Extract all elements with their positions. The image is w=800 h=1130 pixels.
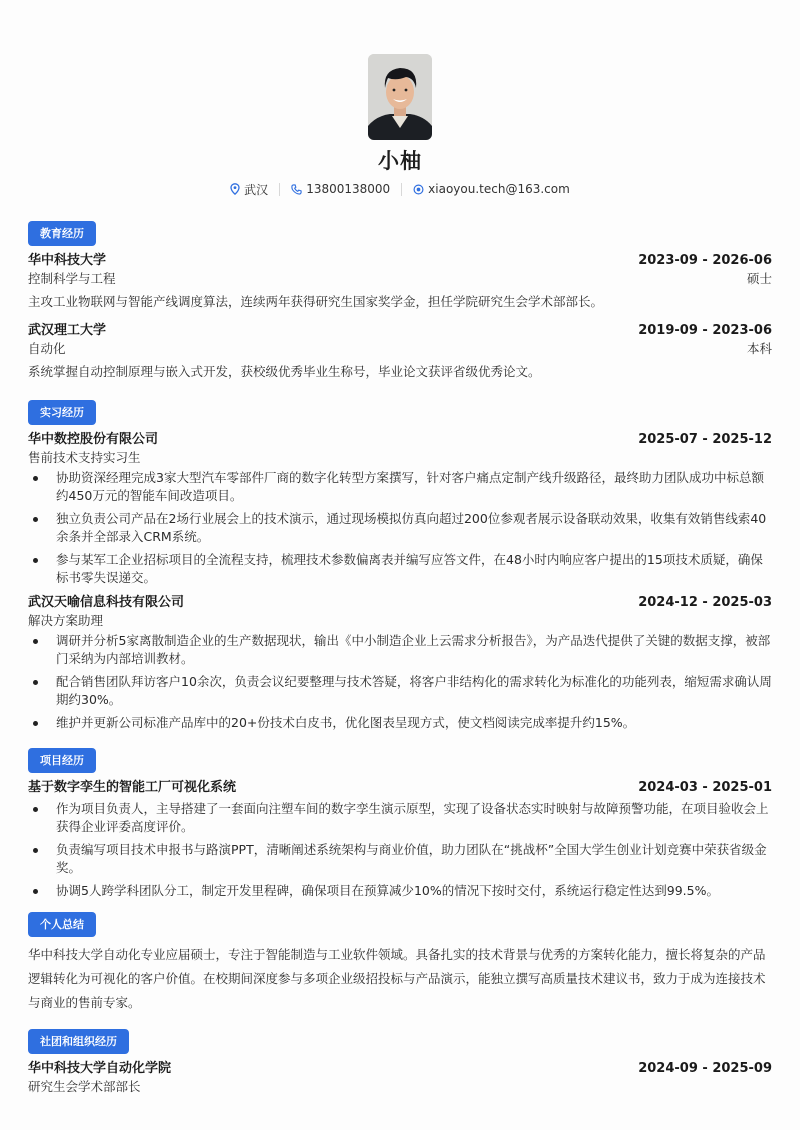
bullet-item: 协助资深经理完成3家大型汽车零部件厂商的数字化转型方案撰写，针对客户痛点定制产线升级路径，最终助力团队成功中标总额约450万元的智能车间改造项目。 xyxy=(28,469,772,505)
education-entry xyxy=(28,252,772,311)
section-title-project: 项目经历 xyxy=(28,748,96,773)
bullet-item: 协调5人跨学科团队分工，制定开发里程碑，确保项目在预算减少10%的情况下按时交付，系统运行稳定性达到99.5%。 xyxy=(28,882,772,900)
company-name: 武汉天喻信息科技有限公司 xyxy=(28,595,185,610)
project-name: 基于数字孪生的智能工厂可视化系统 xyxy=(28,780,237,795)
contact-phone xyxy=(291,182,390,196)
bullet-item: 调研并分析5家离散制造企业的生产数据现状，输出《中小制造企业上云需求分析报告》，为产品迭代提供了关键的数据支撑，被部门采纳为内部培训教材。 xyxy=(28,632,772,668)
education-entry xyxy=(28,322,772,381)
education-description: 系统掌握自动控制原理与嵌入式开发，获校级优秀毕业生称号，毕业论文获评省级优秀论文。 xyxy=(28,364,541,379)
email-text[interactable]: xiaoyou.tech@163.com xyxy=(428,182,570,196)
school-name: 华中科技大学 xyxy=(28,253,107,268)
location-pin-icon xyxy=(230,183,240,195)
bullet-item: 配合销售团队拜访客户10余次，负责会议纪要整理与技术答疑，将客户非结构化的需求转化为标准化的功能列表，缩短需求确认周期约30%。 xyxy=(28,673,772,709)
phone-text[interactable]: 13800138000 xyxy=(306,182,391,196)
resume-header xyxy=(28,0,772,198)
date-range: 2024-09 - 2025-09 xyxy=(638,1061,772,1076)
role: 解决方案助理 xyxy=(28,613,104,628)
summary-text: 华中科技大学自动化专业应届硕士，专注于智能制造与工业软件领域。具备扎实的技术背景与优秀的方案转化能力，擅长将复杂的产品逻辑转化为可视化的客户价值。在校期间深度参与多项企业级招投标与产品演示，能独立撰写高质量技术建议书，致力于成为连接技术与商业的售前专家。 xyxy=(28,947,766,1010)
date-range: 2023-09 - 2026-06 xyxy=(638,253,772,268)
date-range: 2025-07 - 2025-12 xyxy=(638,432,772,447)
candidate-name: 小柚 xyxy=(378,149,422,173)
bullet-item: 作为项目负责人，主导搭建了一套面向注塑车间的数字孪生演示原型，实现了设备状态实时映射与故障预警功能，在项目验收会上获得企业评委高度评价。 xyxy=(28,800,772,836)
organization-name: 华中科技大学自动化学院 xyxy=(28,1061,172,1076)
organization-section xyxy=(28,1029,772,1095)
date-range: 2024-03 - 2025-01 xyxy=(638,780,772,795)
degree: 本科 xyxy=(746,341,772,356)
internship-entry xyxy=(28,431,772,587)
section-title-summary: 个人总结 xyxy=(28,912,96,937)
project-section xyxy=(28,748,772,900)
project-entry xyxy=(28,779,772,900)
education-section xyxy=(28,221,772,381)
date-range: 2019-09 - 2023-06 xyxy=(638,323,772,338)
phone-icon xyxy=(291,184,302,195)
bullet-list xyxy=(28,469,772,587)
contact-location xyxy=(230,181,268,198)
organization-entry xyxy=(28,1060,772,1095)
bullet-item: 独立负责公司产品在2场行业展会上的技术演示，通过现场模拟仿真向超过200位参观者展示设备联动效果，收集有效销售线索40余条并全部录入CRM系统。 xyxy=(28,510,772,546)
avatar xyxy=(368,54,432,140)
bullet-list xyxy=(28,800,772,900)
internship-entry xyxy=(28,594,772,732)
bullet-item: 负责编写项目技术申报书与路演PPT，清晰阐述系统架构与商业价值，助力团队在“挑战杯”全国大学生创业计划竞赛中荣获省级金奖。 xyxy=(28,841,772,877)
summary-section xyxy=(28,912,772,1015)
internship-section xyxy=(28,400,772,732)
company-name: 华中数控股份有限公司 xyxy=(28,432,159,447)
divider xyxy=(401,183,402,196)
profile-photo-icon xyxy=(368,54,432,140)
divider xyxy=(279,183,280,196)
education-description: 主攻工业物联网与智能产线调度算法，连续两年获得研究生国家奖学金，担任学院研究生会学术部部长。 xyxy=(28,294,604,309)
section-title-organization: 社团和组织经历 xyxy=(28,1029,129,1054)
contact-email xyxy=(413,182,570,196)
major: 自动化 xyxy=(28,341,66,356)
contact-info xyxy=(28,180,772,198)
location-text: 武汉 xyxy=(244,182,269,197)
section-title-education: 教育经历 xyxy=(28,221,96,246)
degree: 硕士 xyxy=(746,271,772,286)
date-range: 2024-12 - 2025-03 xyxy=(638,595,772,610)
major: 控制科学与工程 xyxy=(28,271,116,286)
school-name: 武汉理工大学 xyxy=(28,323,107,338)
bullet-list xyxy=(28,632,772,732)
bullet-item: 参与某军工企业招标项目的全流程支持，梳理技术参数偏离表并编写应答文件，在48小时内响应客户提出的15项技术质疑，确保标书零失误递交。 xyxy=(28,551,772,587)
role: 研究生会学术部部长 xyxy=(28,1079,141,1094)
bullet-item: 维护并更新公司标准产品库中的20+份技术白皮书，优化图表呈现方式，使文档阅读完成率提升约15%。 xyxy=(28,714,772,732)
at-sign-icon xyxy=(413,184,424,195)
role: 售前技术支持实习生 xyxy=(28,450,141,465)
section-title-internship: 实习经历 xyxy=(28,400,96,425)
